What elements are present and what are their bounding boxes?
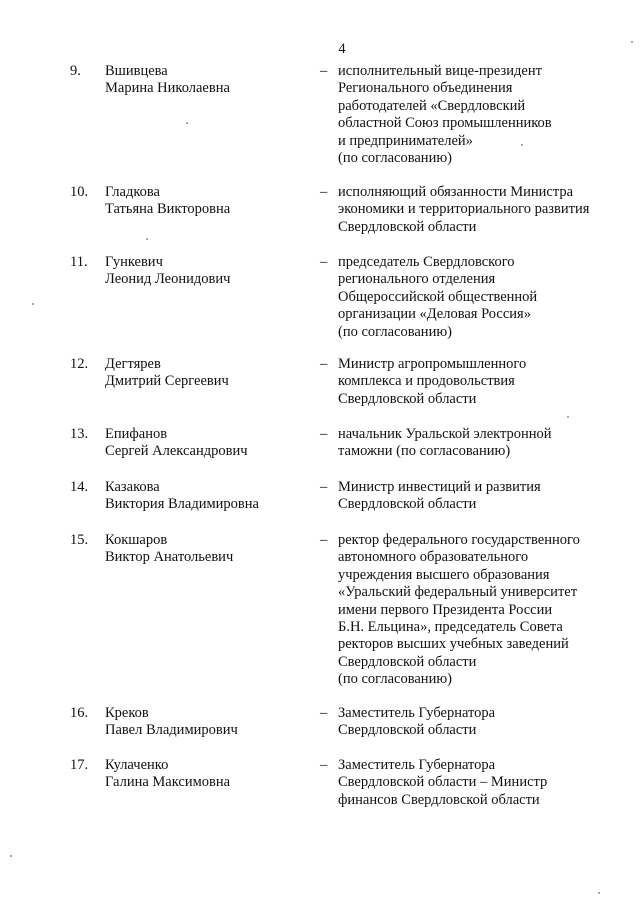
member-position-line: Министр инвестиций и развития xyxy=(338,479,541,495)
member-position xyxy=(338,426,613,461)
member-position-line: (по согласованию) xyxy=(338,150,452,167)
member-position-line: Свердловской области xyxy=(338,390,477,407)
separator-dash: – xyxy=(320,479,328,495)
entry-number: 9. xyxy=(70,63,81,79)
entry-number: 15. xyxy=(70,532,89,548)
member-name-line: Дегтярев xyxy=(105,356,161,372)
member-position-line: Министр агропромышленного xyxy=(338,356,527,372)
member-position-line: Свердловской области xyxy=(338,653,477,670)
separator-dash: – xyxy=(320,356,328,372)
member-position-line: председатель Свердловского xyxy=(338,254,515,270)
member-position-line: Регионального объединения xyxy=(338,80,513,97)
member-name-line: Гункевич xyxy=(105,254,163,270)
member-name-line: Дмитрий Сергеевич xyxy=(105,373,229,390)
member-position-line: работодателей «Свердловский xyxy=(338,97,526,114)
entry-number: 10. xyxy=(70,184,89,200)
member-position-line: исполняющий обязанности Министра xyxy=(338,184,574,200)
separator-dash: – xyxy=(320,63,328,79)
member-position-line: «Уральский федеральный университет xyxy=(338,584,578,601)
member-position-line: областной Союз промышленников xyxy=(338,115,552,132)
member-position-line: организации «Деловая Россия» xyxy=(338,306,531,323)
member-position-line: Свердловской области – Министр xyxy=(338,774,548,791)
member-position xyxy=(338,63,613,167)
member-name-line: Кокшаров xyxy=(105,532,168,548)
member-position-line: учреждения высшего образования xyxy=(338,566,550,583)
member-name-line: Галина Максимовна xyxy=(105,774,231,791)
scan-speck xyxy=(631,41,633,43)
member-name-line: Кулаченко xyxy=(105,757,169,773)
member-position xyxy=(338,254,613,341)
member-name xyxy=(105,532,310,567)
member-position-line: имени первого Президента России xyxy=(338,601,553,618)
separator-dash: – xyxy=(320,426,328,442)
member-position-line: Свердловской области xyxy=(338,218,477,235)
member-position-line: автономного образовательного xyxy=(338,549,529,566)
member-name-line: Павел Владимирович xyxy=(105,722,238,739)
entry-number: 11. xyxy=(70,254,88,270)
entry-number: 17. xyxy=(70,757,89,773)
member-name xyxy=(105,426,310,461)
member-position-line: (по согласованию) xyxy=(338,671,452,688)
scan-speck xyxy=(186,122,188,124)
member-position xyxy=(338,705,613,740)
separator-dash: – xyxy=(320,757,328,773)
member-name-line: Леонид Леонидович xyxy=(105,271,231,288)
member-position-line: комплекса и продовольствия xyxy=(338,373,515,390)
member-name-line: Епифанов xyxy=(105,426,168,442)
member-name xyxy=(105,705,310,740)
member-position-line: начальник Уральской электронной xyxy=(338,426,552,442)
member-position-line: таможни (по согласованию) xyxy=(338,443,511,460)
scan-speck xyxy=(598,892,600,894)
member-position-line: ректоров высших учебных заведений xyxy=(338,636,569,653)
entry-number: 16. xyxy=(70,705,89,721)
member-name-line: Гладкова xyxy=(105,184,160,200)
member-name-line: Креков xyxy=(105,705,149,721)
separator-dash: – xyxy=(320,184,328,200)
scan-speck xyxy=(10,855,12,857)
member-name-line: Марина Николаевна xyxy=(105,80,230,97)
member-position-line: Свердловской области xyxy=(338,722,477,739)
member-name xyxy=(105,254,310,289)
member-position-line: исполнительный вице-президент xyxy=(338,63,542,79)
member-position xyxy=(338,757,613,809)
member-position-line: (по согласованию) xyxy=(338,323,452,340)
member-name-line: Татьяна Викторовна xyxy=(105,201,231,218)
member-position-line: финансов Свердловской области xyxy=(338,791,540,808)
member-position-line: Общероссийской общественной xyxy=(338,288,538,305)
page-number: 4 xyxy=(338,41,346,57)
separator-dash: – xyxy=(320,705,328,721)
member-name-line: Виктория Владимировна xyxy=(105,496,259,513)
entry-number: 13. xyxy=(70,426,89,442)
member-name xyxy=(105,356,310,391)
member-position-line: экономики и территориального развития xyxy=(338,201,590,218)
separator-dash: – xyxy=(320,532,328,548)
scan-speck xyxy=(567,416,569,418)
member-name-line: Казакова xyxy=(105,479,160,495)
member-position-line: Б.Н. Ельцина», председатель Совета xyxy=(338,619,563,636)
member-name-line: Вшивцева xyxy=(105,63,168,79)
scan-speck xyxy=(521,144,523,146)
scan-speck xyxy=(32,303,34,305)
member-position xyxy=(338,356,613,408)
member-position-line: регионального отделения xyxy=(338,271,496,288)
member-name xyxy=(105,63,310,98)
member-name-line: Сергей Александрович xyxy=(105,443,248,460)
separator-dash: – xyxy=(320,254,328,270)
member-position-line: и предпринимателей» xyxy=(338,132,473,149)
member-position-line: Заместитель Губернатора xyxy=(338,757,496,773)
member-name xyxy=(105,184,310,219)
member-position-line: Заместитель Губернатора xyxy=(338,705,496,721)
scan-speck xyxy=(146,238,148,240)
entry-number: 12. xyxy=(70,356,89,372)
member-position-line: Свердловской области xyxy=(338,496,477,513)
member-name xyxy=(105,479,310,514)
member-position xyxy=(338,532,613,689)
member-position xyxy=(338,184,613,236)
member-name xyxy=(105,757,310,792)
member-position xyxy=(338,479,613,514)
member-position-line: ректор федерального государственного xyxy=(338,532,580,548)
entry-number: 14. xyxy=(70,479,89,495)
member-name-line: Виктор Анатольевич xyxy=(105,549,234,566)
